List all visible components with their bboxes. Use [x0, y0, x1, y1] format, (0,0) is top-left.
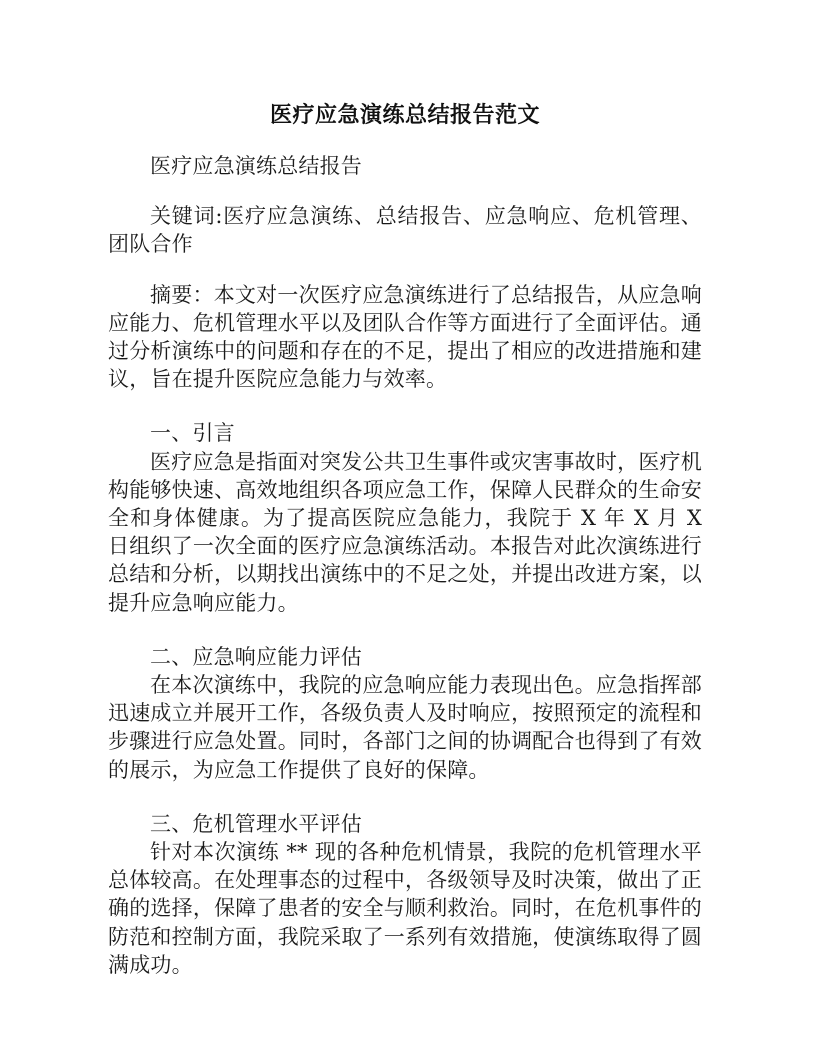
spacer	[108, 784, 702, 810]
section-crisis-management	[108, 810, 702, 979]
section-body: 医疗应急是指面对突发公共卫生事件或灾害事故时，医疗机构能够快速、高效地组织各项应急工作，保障人民群众的生命安全和身体健康。为了提高医院应急能力，我院于 X 年 X 月 X 日组织了一次全面的医疗应急演练活动。本报告对此次演练进行总结和分析，以期找出演练中的不足之处，并提出改进方案，以提升应急响应能力。	[108, 449, 702, 615]
section-heading: 三、危机管理水平评估	[150, 811, 362, 836]
document-subtitle: 医疗应急演练总结报告	[150, 154, 362, 178]
page-title: 医疗应急演练总结报告范文	[269, 102, 540, 128]
keywords-line: 关键词:医疗应急演练、总结报告、应急响应、危机管理、团队合作	[108, 204, 702, 257]
section-heading: 一、引言	[150, 421, 235, 446]
spacer	[108, 617, 702, 643]
section-body: 针对本次演练 ** 现的各种危机情景，我院的危机管理水平总体较高。在处理事态的过程中，各级领导及时决策，做出了正确的选择，保障了患者的安全与顺利救治。同时，在危机事件的防范和控制方面，我院采取了一系列有效措施，使演练取得了圆满成功。	[108, 840, 702, 977]
spacer	[108, 180, 702, 202]
spacer	[108, 393, 702, 419]
abstract-paragraph: 摘要：本文对一次医疗应急演练进行了总结报告，从应急响应能力、危机管理水平以及团队合作等方面进行了全面评估。通过分析演练中的问题和存在的不足，提出了相应的改进措施和建议，旨在提升医院应急能力与效率。	[108, 282, 702, 392]
section-heading: 二、应急响应能力评估	[150, 644, 362, 669]
section-body: 在本次演练中，我院的应急响应能力表现出色。应急指挥部迅速成立并展开工作，各级负责人及时响应，按照预定的流程和步骤进行应急处置。同时，各部门之间的协调配合也得到了有效的展示，为应急工作提供了良好的保障。	[108, 673, 702, 782]
section-response-capability	[108, 643, 702, 784]
spacer	[108, 259, 702, 281]
document-body	[108, 100, 702, 979]
section-introduction	[108, 419, 702, 616]
